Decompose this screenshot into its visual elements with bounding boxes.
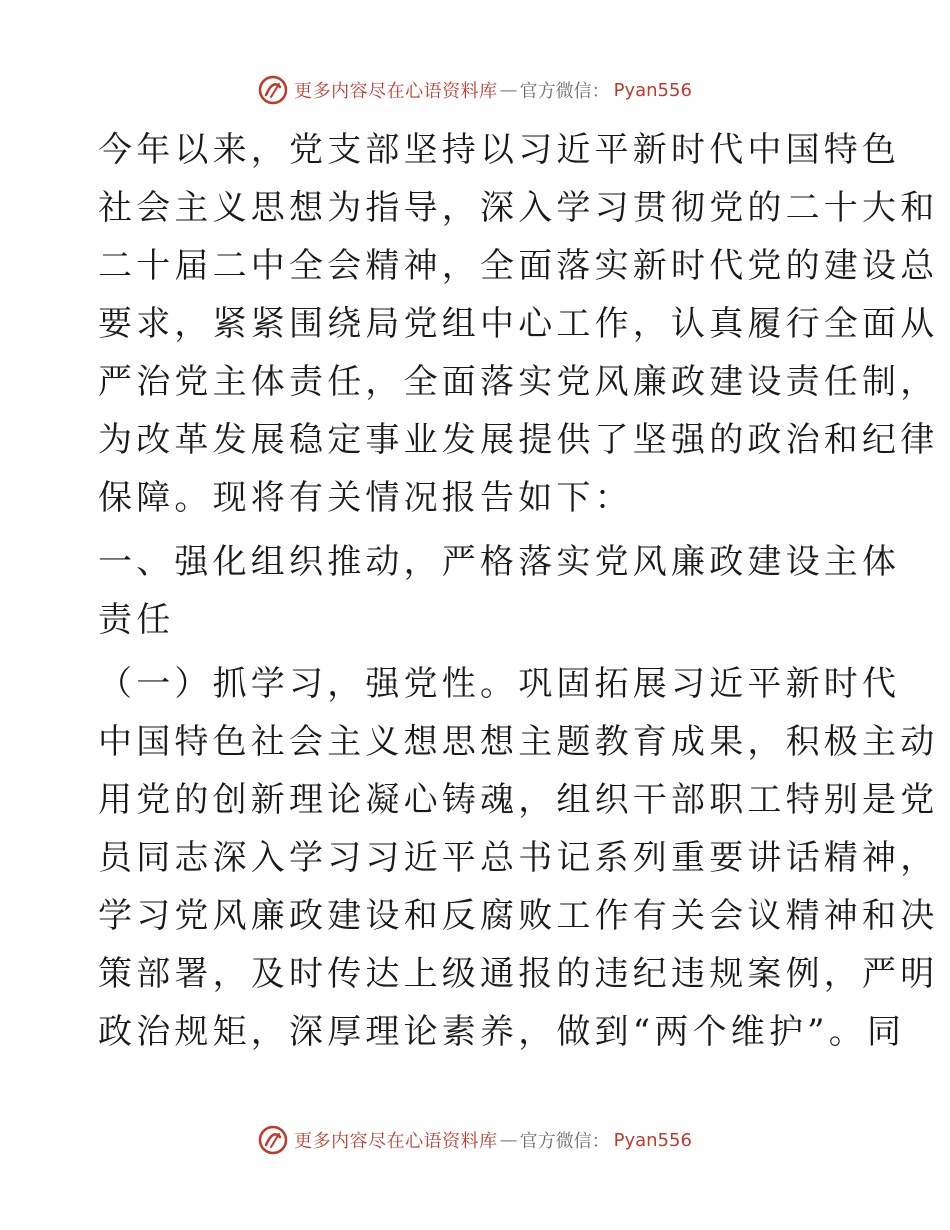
watermark-separator: — [499, 79, 518, 101]
text-line: 政治规矩，深厚理论素养，做到“两个维护”。同 [98, 1012, 906, 1052]
brand-logo-icon [258, 75, 288, 105]
text-line: 用党的创新理论凝心铸魂，组织干部职工特别是党 [98, 780, 939, 820]
document-body [98, 128, 939, 1068]
watermark-site-text: 更多内容尽在心语资料库 [294, 81, 498, 102]
watermark-separator: — [499, 1129, 518, 1151]
text-line: 责任 [98, 600, 175, 640]
text-line: 要求，紧紧围绕局党组中心工作，认真履行全面从 [98, 304, 939, 344]
text-line: 为改革发展稳定事业发展提供了坚强的政治和纪律 [98, 420, 939, 460]
intro-paragraph [98, 128, 939, 520]
text-line: 员同志深入学习习近平总书记系列重要讲话精神， [98, 838, 939, 878]
header-watermark [0, 70, 950, 110]
text-line: 策部署，及时传达上级通报的违纪违规案例，严明 [98, 954, 939, 994]
watermark-wechat-label: 官方微信： [519, 1131, 610, 1152]
footer-watermark [0, 1120, 950, 1160]
text-line: 二十届二中全会精神，全面落实新时代党的建设总 [98, 246, 939, 286]
text-line: 今年以来，党支部坚持以习近平新时代中国特色 [98, 130, 901, 170]
text-line: 严治党主体责任，全面落实党风廉政建设责任制， [98, 362, 939, 402]
text-line: 中国特色社会主义想思想主题教育成果，积极主动 [98, 722, 939, 762]
text-line: 学习党风廉政建设和反腐败工作有关会议精神和决 [98, 896, 939, 936]
brand-logo-icon [258, 1125, 288, 1155]
watermark-site-text: 更多内容尽在心语资料库 [294, 1131, 498, 1152]
watermark-wechat-id: Pyan556 [613, 79, 692, 101]
text-line: （一）抓学习，强党性。巩固拓展习近平新时代 [98, 664, 901, 704]
text-line: 社会主义思想为指导，深入学习贯彻党的二十大和 [98, 188, 939, 228]
text-line: 一、强化组织推动，严格落实党风廉政建设主体 [98, 542, 901, 582]
text-line: 保障。现将有关情况报告如下： [98, 478, 633, 518]
watermark-wechat-label: 官方微信： [519, 81, 610, 102]
subsection-paragraph [98, 662, 939, 1054]
watermark-wechat-id: Pyan556 [613, 1129, 692, 1151]
section-heading [98, 540, 901, 642]
